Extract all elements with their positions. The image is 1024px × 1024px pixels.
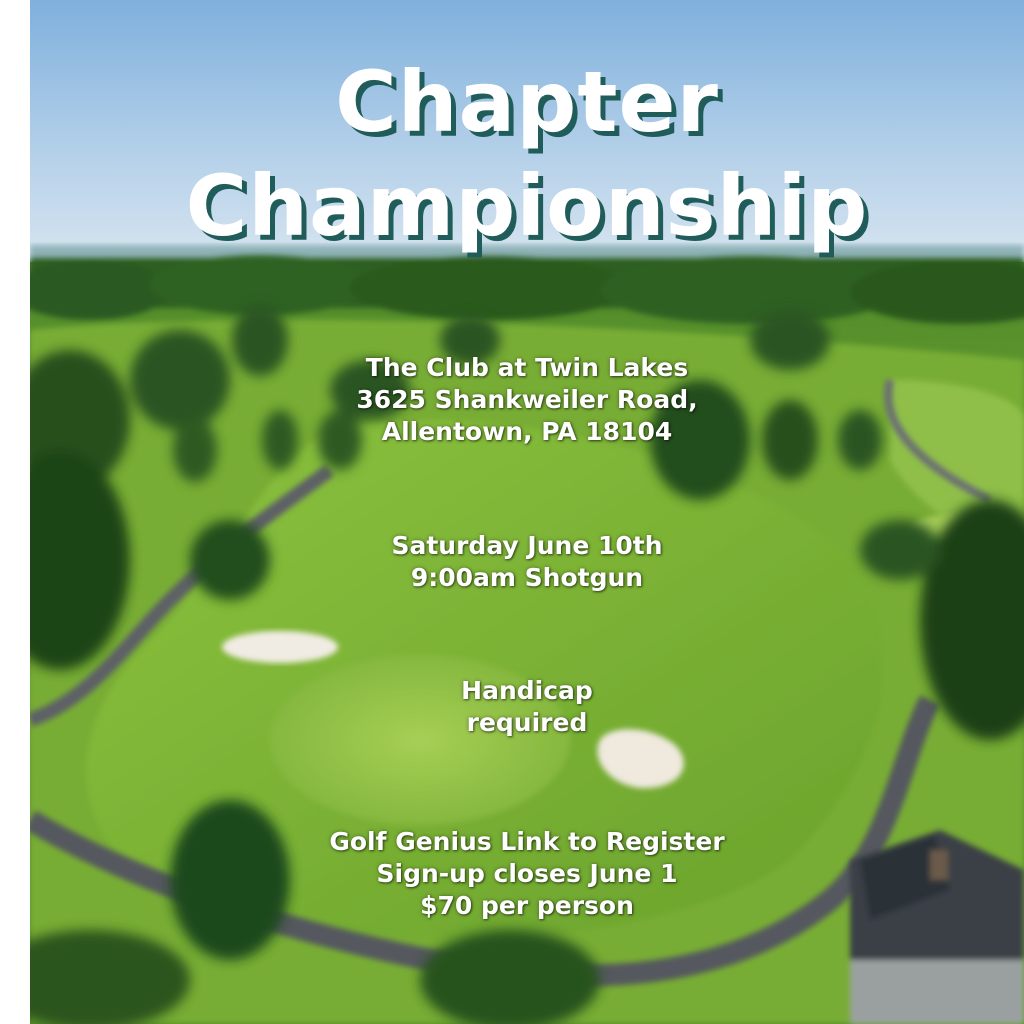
requirements-block bbox=[30, 675, 1024, 739]
event-date: Saturday June 10th bbox=[391, 531, 663, 560]
requirement-line2: required bbox=[466, 708, 588, 737]
venue-name: The Club at Twin Lakes bbox=[365, 353, 689, 382]
event-title-line2: Championship bbox=[185, 157, 869, 255]
signup-deadline: Sign-up closes June 1 bbox=[376, 859, 678, 888]
price-per-person: $70 per person bbox=[420, 891, 634, 920]
venue-city: Allentown, PA 18104 bbox=[381, 417, 673, 446]
requirement-line1: Handicap bbox=[461, 676, 593, 705]
schedule-block bbox=[30, 530, 1024, 594]
register-link-text: Golf Genius Link to Register bbox=[329, 827, 725, 856]
registration-block bbox=[30, 826, 1024, 922]
venue-street: 3625 Shankweiler Road, bbox=[356, 385, 698, 414]
event-start-time: 9:00am Shotgun bbox=[410, 563, 644, 592]
event-title-line1: Chapter bbox=[335, 53, 719, 151]
event-poster bbox=[30, 0, 1024, 1024]
venue-block bbox=[30, 352, 1024, 448]
